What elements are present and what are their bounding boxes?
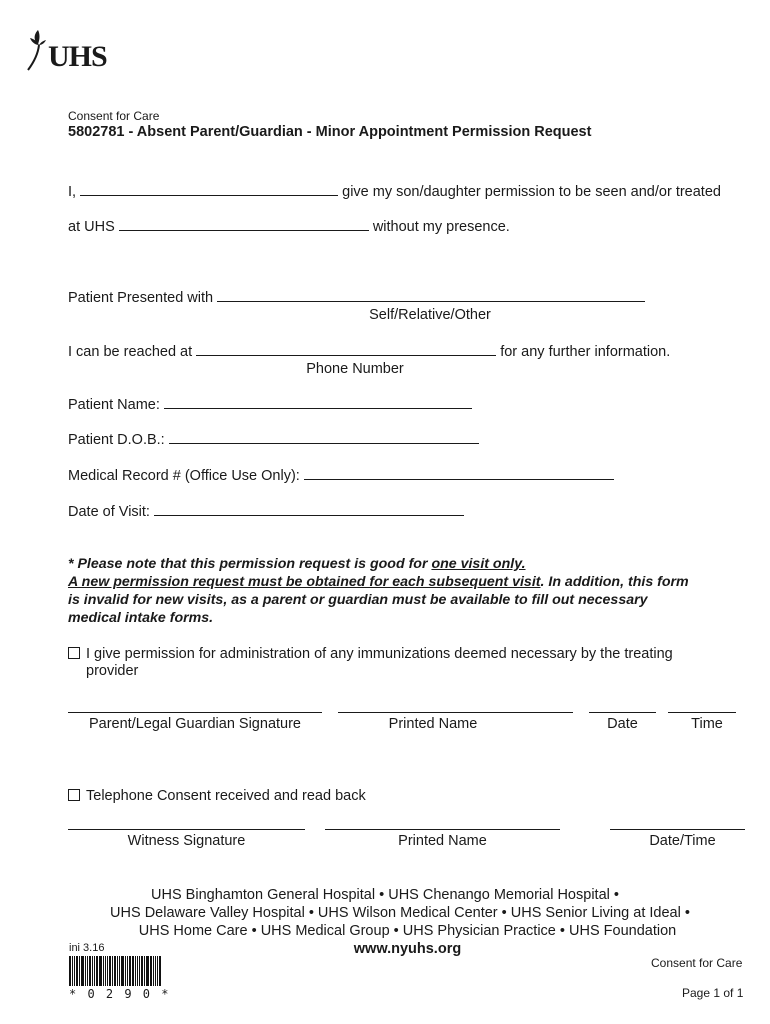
presented-with-field[interactable] (217, 288, 645, 302)
immunization-line-2: provider (86, 663, 139, 679)
guardian-name-field[interactable] (80, 182, 338, 196)
note-line-4: medical intake forms. (68, 610, 214, 626)
doc-title: 5802781 - Absent Parent/Guardian - Minor Appointment Permission Request (68, 124, 592, 140)
note-line-1: * Please note that this permission request is good for one visit only. (68, 556, 526, 572)
barcode-bar (153, 956, 154, 986)
immunization-row: I give permission for administration of any immunizations deemed necessary by the treating (68, 645, 673, 663)
barcode-bar (87, 956, 88, 986)
barcode-bar (119, 956, 120, 986)
patient-dob-field[interactable] (169, 430, 479, 444)
barcode-bar (135, 956, 136, 986)
footer-website: www.nyuhs.org (353, 941, 462, 957)
witness-signature-line[interactable] (68, 829, 305, 830)
barcode-bar (159, 956, 161, 986)
barcode-bar (89, 956, 91, 986)
guardian-date-line[interactable] (589, 712, 656, 713)
guardian-signature-label: Parent/Legal Guardian Signature (88, 716, 301, 732)
page-number: Page 1 of 1 (682, 986, 744, 1000)
footer-category: Consent for Care (651, 956, 743, 970)
witness-signature-label: Witness Signature (127, 833, 246, 849)
barcode-bar (79, 956, 80, 986)
barcode-bar (96, 956, 98, 986)
guardian-time-label: Time (691, 716, 723, 732)
barcode-bar (112, 956, 113, 986)
barcode-bar (139, 956, 140, 986)
guardian-date-label: Date (607, 716, 638, 732)
barcode-bar (155, 956, 156, 986)
barcode-bar (150, 956, 152, 986)
barcode (69, 956, 163, 986)
medical-record-row: Medical Record # (Office Use Only): (68, 466, 614, 485)
logo-text: UHS (48, 40, 107, 73)
telephone-consent-row: Telephone Consent received and read back (68, 787, 366, 805)
telephone-consent-checkbox[interactable] (68, 789, 80, 801)
date-of-visit-row: Date of Visit: (68, 502, 464, 521)
witness-printed-name-label: Printed Name (398, 833, 487, 849)
barcode-bar (117, 956, 118, 986)
patient-name-row: Patient Name: (68, 395, 472, 414)
guardian-time-line[interactable] (668, 712, 736, 713)
date-of-visit-field[interactable] (154, 502, 464, 516)
barcode-bar (141, 956, 143, 986)
witness-datetime-label: Date/Time (649, 833, 716, 849)
barcode-bar (114, 956, 116, 986)
barcode-bar (125, 956, 126, 986)
guardian-printed-name-label: Printed Name (388, 716, 478, 732)
barcode-bar (74, 956, 75, 986)
revision-code: ini 3.16 (69, 942, 105, 954)
witness-datetime-line[interactable] (610, 829, 745, 830)
barcode-bar (107, 956, 108, 986)
footer-line-3: UHS Home Care • UHS Medical Group • UHS Physician Practice • UHS Foundation (138, 923, 677, 939)
barcode-bar (92, 956, 93, 986)
patient-name-field[interactable] (164, 395, 472, 409)
barcode-bar (72, 956, 73, 986)
doc-category: Consent for Care (68, 109, 160, 123)
barcode-bar (109, 956, 111, 986)
barcode-bar (76, 956, 78, 986)
barcode-text: * 0 2 9 0 * (69, 987, 171, 1001)
footer-line-2: UHS Delaware Valley Hospital • UHS Wilson Medical Center • UHS Senior Living at Ideal • (110, 905, 690, 921)
barcode-bar (94, 956, 95, 986)
witness-printed-name-line[interactable] (325, 829, 560, 830)
consent-line-2: at UHS without my presence. (68, 219, 510, 235)
barcode-bar (81, 956, 84, 986)
facility-field[interactable] (119, 217, 369, 231)
barcode-bar (137, 956, 138, 986)
phone-caption: Phone Number (306, 361, 404, 377)
barcode-bar (105, 956, 106, 986)
barcode-bar (103, 956, 104, 986)
footer-line-1: UHS Binghamton General Hospital • UHS Chenango Memorial Hospital • (151, 887, 619, 903)
guardian-signature-line[interactable] (68, 712, 322, 713)
immunization-checkbox[interactable] (68, 647, 80, 659)
barcode-bar (157, 956, 158, 986)
barcode-bar (85, 956, 86, 986)
barcode-bar (69, 956, 71, 986)
contact-row: I can be reached at for any further information. (68, 344, 671, 360)
logo (26, 26, 126, 76)
phone-number-field[interactable] (196, 342, 496, 356)
consent-line-1: I, give my son/daughter permission to be seen and/or treated (68, 184, 721, 200)
barcode-bar (146, 956, 149, 986)
barcode-bar (121, 956, 124, 986)
presented-caption: Self/Relative/Other (369, 307, 491, 323)
barcode-bar (99, 956, 102, 986)
presented-with-row: Patient Presented with (68, 288, 645, 307)
barcode-bar (129, 956, 131, 986)
guardian-printed-name-line[interactable] (338, 712, 573, 713)
barcode-bar (132, 956, 134, 986)
patient-dob-row: Patient D.O.B.: (68, 430, 479, 449)
barcode-bar (127, 956, 128, 986)
note-line-3: is invalid for new visits, as a parent or guardian must be available to fill out necessary (68, 592, 648, 608)
medical-record-field[interactable] (304, 466, 614, 480)
note-line-2: A new permission request must be obtained for each subsequent visit. In addition, this form (68, 574, 689, 590)
barcode-bar (144, 956, 145, 986)
